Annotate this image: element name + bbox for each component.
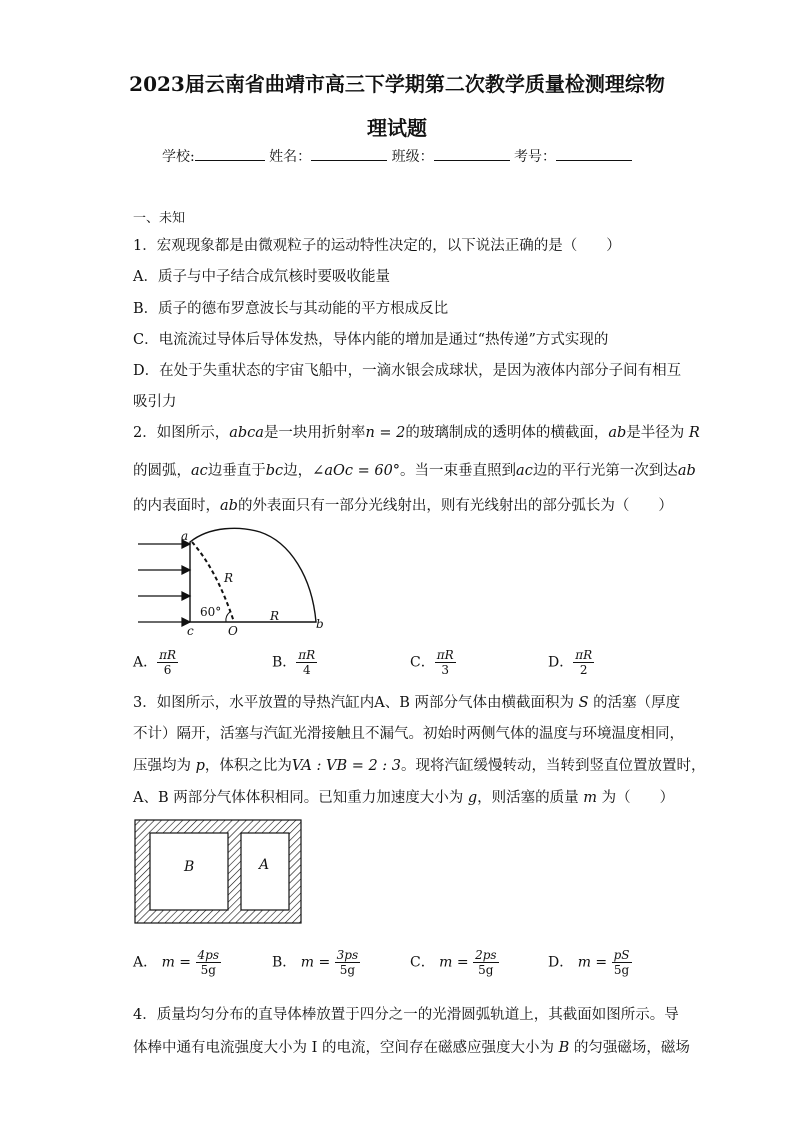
school-field[interactable]	[195, 147, 265, 161]
q2-option-d[interactable]: D． $\frac{\pi R}{2}$	[548, 648, 593, 677]
page-title-line1: 2023届云南省曲靖市高三下学期第二次教学质量检测理综物	[129, 72, 665, 96]
fig-label-b: b	[316, 617, 324, 631]
q3-option-b[interactable]: B． m = $\frac{3ps}{5g}$	[272, 948, 359, 977]
q1-option-b: B．质子的德布罗意波长与其动能的平方根成反比	[133, 301, 449, 317]
q3-option-c[interactable]: C． m = $\frac{2ps}{5g}$	[410, 948, 497, 977]
q1-option-d: D．在处于失重状态的宇宙飞船中，一滴水银会成球状，是因为液体内部分子间有相互	[133, 363, 682, 379]
fig-label-a: a	[181, 529, 189, 543]
q3-option-d[interactable]: D． m = $\frac{pS}{5g}$	[548, 948, 630, 977]
fig-label-r-base: R	[270, 609, 280, 623]
q1-option-a: A．质子与中子结合成氘核时要吸收能量	[133, 269, 390, 285]
fig-label-gas-b: B	[184, 859, 195, 875]
q3-stem-line1: 3．如图所示，水平放置的导热汽缸内A、B 两部分气体由横截面积为 S 的活塞（厚度	[133, 695, 681, 711]
q2-stem-line1: 2．如图所示，abca是一块用折射率n = 2的玻璃制成的透明体的横截面，ab是半径为 R	[133, 425, 700, 441]
q3-cylinder-figure	[134, 819, 304, 925]
q4-stem-line1: 4．质量均匀分布的直导体棒放置于四分之一的光滑圆弧轨道上，其截面如图所示。导	[133, 1007, 679, 1023]
q4-stem-line2: 体棒中通有电流强度大小为 I 的电流，空间存在磁感应强度大小为 B 的匀强磁场，磁场	[133, 1040, 690, 1056]
q2-option-a[interactable]: A． $\frac{\pi R}{6}$	[133, 648, 177, 677]
q2-option-c[interactable]: C． $\frac{\pi R}{3}$	[410, 648, 454, 677]
student-info-row	[0, 146, 794, 166]
id-label: 考号：	[514, 149, 557, 165]
q1-stem: 1．宏观现象都是由微观粒子的运动特性决定的，以下说法正确的是（ ）	[133, 238, 621, 254]
id-field[interactable]	[556, 147, 632, 161]
name-field[interactable]	[311, 147, 387, 161]
q2-stem-line3: 的内表面时，ab的外表面只有一部分光线射出，则有光线射出的部分弧长为（ ）	[133, 498, 673, 514]
q2-option-b[interactable]: B． $\frac{\pi R}{4}$	[272, 648, 316, 677]
fig-label-60: 60°	[200, 605, 222, 619]
q1-option-d-cont: 吸引力	[133, 394, 177, 410]
school-label: 学校:	[161, 149, 195, 165]
q2-stem-line2: 的圆弧，ac边垂直于bc边，∠aOc = 60°。当一束垂直照到ac边的平行光第一次到达ab	[133, 463, 696, 479]
fig-label-o: O	[228, 624, 238, 638]
q3-option-a[interactable]: A． m = $\frac{4ps}{5g}$	[133, 948, 219, 977]
fig-label-gas-a: A	[259, 857, 270, 873]
q3-stem-line2: 不计）隔开，活塞与汽缸光滑接触且不漏气。初始时两侧气体的温度与环境温度相同，	[133, 726, 684, 742]
page-title-line2: 理试题	[367, 116, 427, 140]
q2-glass-figure	[130, 522, 330, 640]
class-label: 班级：	[391, 149, 434, 165]
fig-label-r-arc: R	[224, 571, 234, 585]
q3-stem-line4: A、B 两部分气体体积相同。已知重力加速度大小为 g，则活塞的质量 m 为（ ）	[133, 790, 675, 806]
q1-option-c: C．电流流过导体后导体发热，导体内能的增加是通过“热传递”方式实现的	[133, 332, 609, 348]
name-label: 姓名：	[269, 149, 312, 165]
fig-label-c: c	[187, 624, 194, 638]
class-field[interactable]	[434, 147, 510, 161]
section-heading: 一、未知	[133, 211, 186, 226]
q3-stem-line3: 压强均为 p，体积之比为VA : VB = 2 : 3。现将汽缸缓慢转动，当转到竖直位置放置时，	[133, 758, 706, 774]
